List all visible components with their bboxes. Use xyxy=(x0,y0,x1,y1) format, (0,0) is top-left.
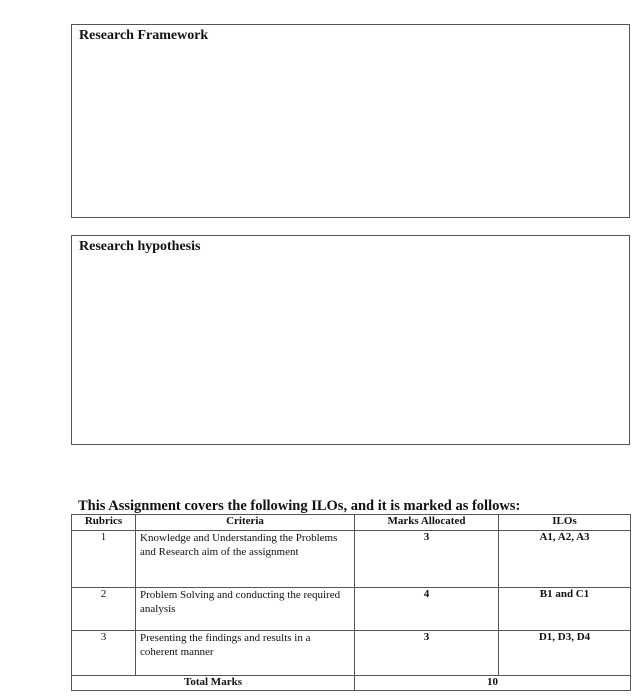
marks-cell: 3 xyxy=(355,531,499,588)
header-criteria: Criteria xyxy=(136,515,355,531)
total-marks-value: 10 xyxy=(355,676,631,691)
research-hypothesis-box xyxy=(71,235,630,445)
ilo-heading: This Assignment covers the following ILOs, and it is marked as follows: xyxy=(78,498,521,514)
header-marks-allocated: Marks Allocated xyxy=(355,515,499,531)
ilo-cell: A1, A2, A3 xyxy=(499,531,631,588)
table-header-row xyxy=(72,515,631,531)
marks-cell: 3 xyxy=(355,631,499,676)
header-ilos: ILOs xyxy=(499,515,631,531)
rubric-table xyxy=(71,514,631,691)
rubric-number: 2 xyxy=(72,588,136,631)
research-framework-box xyxy=(71,24,630,218)
criteria-cell: Knowledge and Understanding the Problems and Research aim of the assignment xyxy=(136,531,355,588)
research-framework-title: Research Framework xyxy=(79,28,209,43)
total-marks-label: Total Marks xyxy=(72,676,355,691)
header-rubrics: Rubrics xyxy=(72,515,136,531)
rubric-number: 3 xyxy=(72,631,136,676)
ilo-cell: B1 and C1 xyxy=(499,588,631,631)
table-row xyxy=(72,631,631,676)
table-row xyxy=(72,531,631,588)
criteria-cell: Problem Solving and conducting the required analysis xyxy=(136,588,355,631)
table-row xyxy=(72,588,631,631)
marks-cell: 4 xyxy=(355,588,499,631)
ilo-cell: D1, D3, D4 xyxy=(499,631,631,676)
research-hypothesis-title: Research hypothesis xyxy=(79,239,201,254)
rubric-number: 1 xyxy=(72,531,136,588)
total-row xyxy=(72,676,631,691)
criteria-cell: Presenting the findings and results in a coherent manner xyxy=(136,631,355,676)
